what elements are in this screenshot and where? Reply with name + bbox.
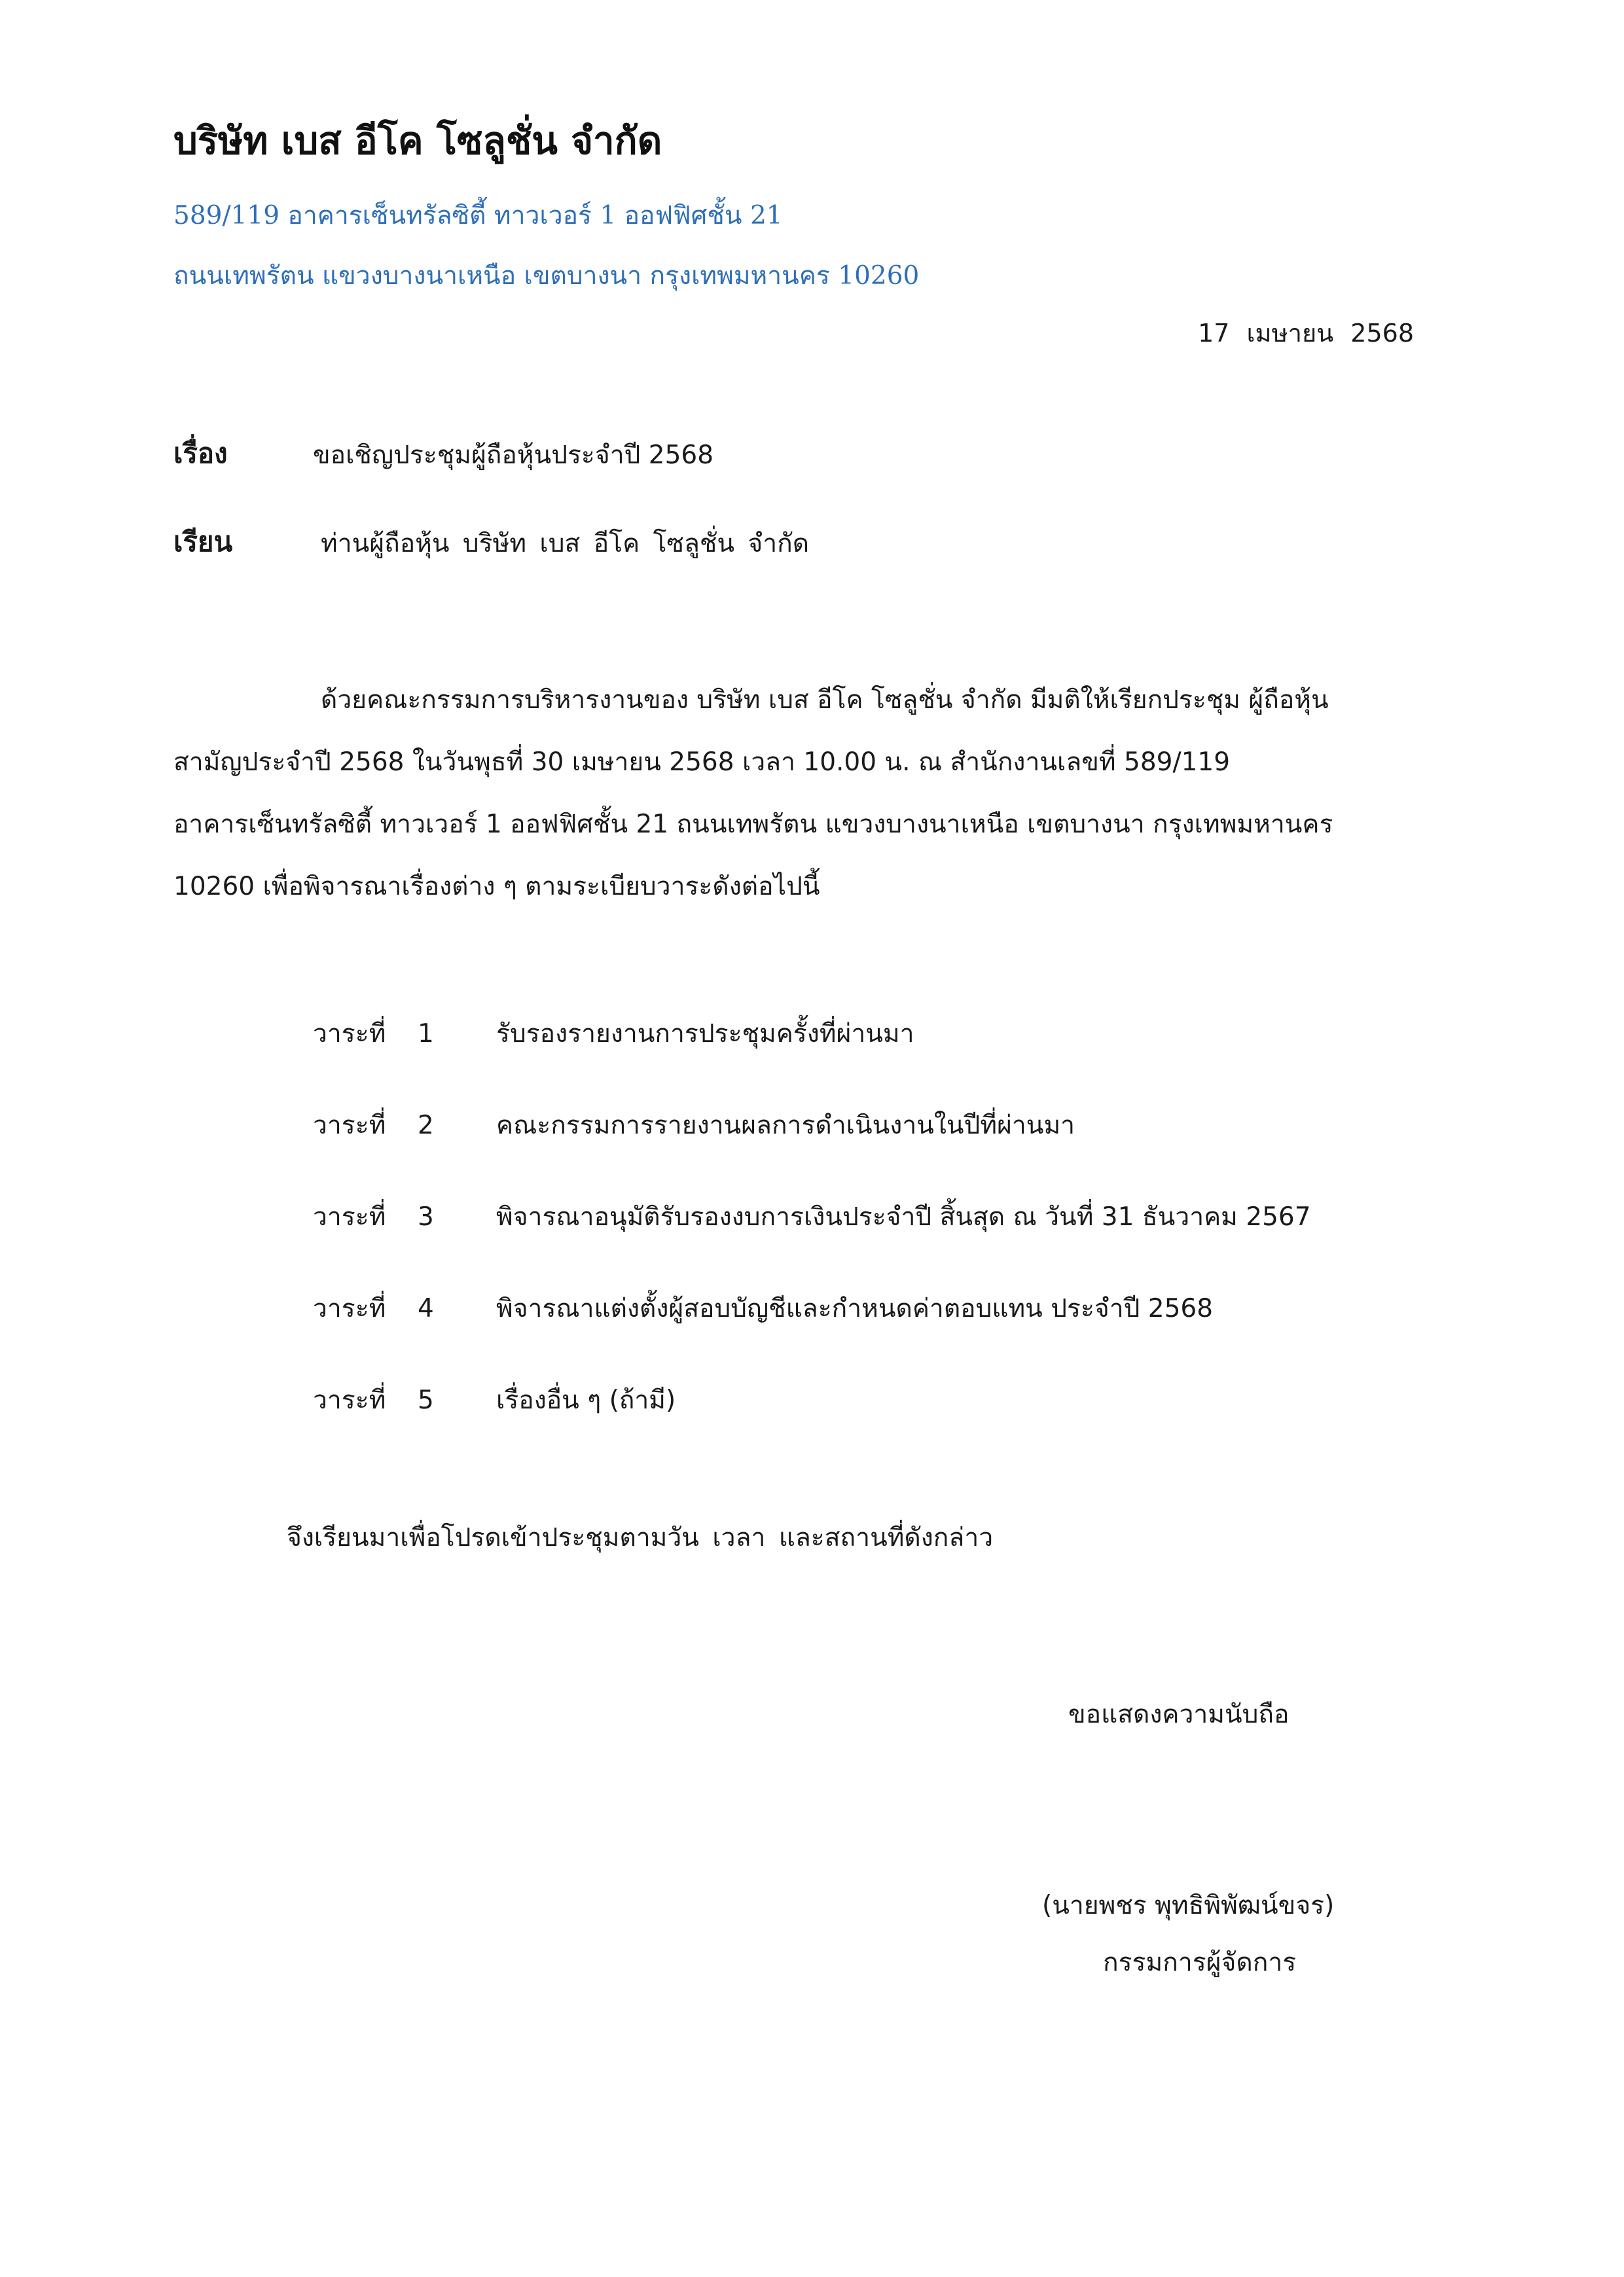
- agenda-item-4: [313, 1288, 1213, 1329]
- agenda-item-5: [313, 1380, 676, 1420]
- agenda-number: 4: [418, 1294, 434, 1323]
- body-line: 10260 เพื่อพิจารณาเรื่องต่าง ๆ ตามระเบียบวาระดังต่อไปนี้: [173, 872, 820, 901]
- letter-date: 17 เมษายน 2568: [1198, 319, 1414, 348]
- agenda-prefix: วาระที่: [313, 1294, 386, 1323]
- signer-title: กรรมการผู้จัดการ: [1103, 1948, 1297, 1977]
- subject-label: เรื่อง: [173, 437, 228, 469]
- agenda-number: 5: [418, 1386, 434, 1415]
- address-line-1: 589/119 อาคารเซ็นทรัลซิตี้ ทาวเวอร์ 1 ออฟฟิศชั้น 21: [173, 201, 783, 230]
- agenda-text: พิจารณาอนุมัติรับรองงบการเงินประจำปี สิ้นสุด ณ วันที่ 31 ธันวาคม 2567: [496, 1202, 1311, 1232]
- agenda-text: รับรองรายงานการประชุมครั้งที่ผ่านมา: [496, 1019, 914, 1049]
- address-line-2: ถนนเทพรัตน แขวงบางนาเหนือ เขตบางนา กรุงเทพมหานคร 10260: [173, 261, 920, 291]
- signer-name: (นายพชร พุทธิพิพัฒน์ขจร): [1042, 1891, 1335, 1920]
- recipient-label: เรียน: [173, 526, 233, 558]
- body-line: สามัญประจำปี 2568 ในวันพุธที่ 30 เมษายน 2568 เวลา 10.00 น. ณ สำนักงานเลขที่ 589/119: [173, 747, 1231, 777]
- body-paragraph: [173, 669, 1456, 918]
- body-line: ด้วยคณะกรรมการบริหารงานของ บริษัท เบส อีโค โซลูชั่น จำกัด มีมติให้เรียกประชุม ผู้ถือหุ้น: [321, 685, 1329, 715]
- company-name: บริษัท เบส อีโค โซลูชั่น จำกัด: [173, 118, 662, 163]
- closing-sentence: จึงเรียนมาเพื่อโปรดเข้าประชุมตามวัน เวลา และสถานที่ดังกล่าว: [287, 1523, 994, 1552]
- agenda-number: 2: [418, 1111, 434, 1140]
- agenda-item-2: [313, 1105, 1075, 1145]
- agenda-text: เรื่องอื่น ๆ (ถ้ามี): [496, 1386, 676, 1415]
- agenda-prefix: วาระที่: [313, 1386, 386, 1415]
- agenda-prefix: วาระที่: [313, 1111, 386, 1140]
- agenda-number: 3: [418, 1202, 434, 1232]
- subject-text: ขอเชิญประชุมผู้ถือหุ้นประจำปี 2568: [313, 440, 714, 470]
- recipient-text: ท่านผู้ถือหุ้น บริษัท เบส อีโค โซลูชั่น จำกัด: [321, 529, 810, 558]
- agenda-prefix: วาระที่: [313, 1019, 386, 1049]
- agenda-text: คณะกรรมการรายงานผลการดำเนินงานในปีที่ผ่านมา: [496, 1111, 1075, 1140]
- agenda-text: พิจารณาแต่งตั้งผู้สอบบัญชีและกำหนดค่าตอบแทน ประจำปี 2568: [496, 1294, 1214, 1323]
- body-line: อาคารเซ็นทรัลซิตี้ ทาวเวอร์ 1 ออฟฟิศชั้น 21 ถนนเทพรัตน แขวงบางนาเหนือ เขตบางนา กรุงเทพมหานคร: [173, 810, 1333, 839]
- agenda-item-1: [313, 1013, 914, 1054]
- regards: ขอแสดงความนับถือ: [1068, 1700, 1290, 1729]
- agenda-prefix: วาระที่: [313, 1202, 386, 1232]
- agenda-item-3: [313, 1196, 1311, 1237]
- agenda-number: 1: [418, 1019, 434, 1049]
